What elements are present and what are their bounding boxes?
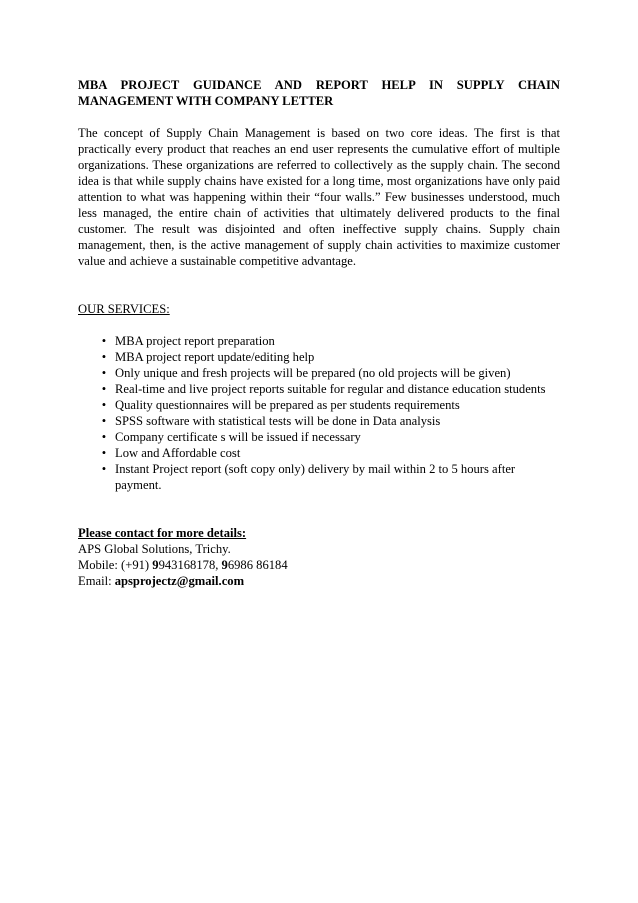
mobile-1-lead-digit: 9 xyxy=(152,558,159,572)
services-list xyxy=(78,333,560,493)
bullet-icon: • xyxy=(101,446,107,460)
list-item xyxy=(78,461,560,493)
intro-paragraph: The concept of Supply Chain Management is based on two core ideas. The first is that practically every product that reaches an end user represents the cumulative effort of multiple organizations. These organizations are referred to collectively as the supply chain. The second idea is that while supply chains have existed for a long time, most organizations have only paid attention to what was happening within their “four walls.” Few businesses understood, much less managed, the entire chain of activities that ultimately delivered products to the final customer. The result was disjointed and often ineffective supply chains. Supply chain management, then, is the active management of supply chain activities to maximize customer value and achieve a sustainable competitive advantage. xyxy=(78,126,560,268)
email-label: Email: xyxy=(78,574,115,588)
mobile-2-lead-digit: 9 xyxy=(221,558,228,572)
bullet-icon: • xyxy=(101,430,107,444)
service-text: Quality questionnaires will be prepared as per students requirements xyxy=(115,398,460,412)
bullet-icon: • xyxy=(101,414,107,428)
list-item xyxy=(78,413,560,429)
list-item xyxy=(78,333,560,349)
bullet-icon: • xyxy=(101,350,107,364)
mobile-label: Mobile: (+91) xyxy=(78,558,153,572)
contact-email xyxy=(78,573,560,589)
bullet-icon: • xyxy=(101,366,107,380)
mobile-1-rest: 943168178, xyxy=(158,558,222,572)
contact-heading: Please contact for more details: xyxy=(78,526,247,540)
list-item xyxy=(78,397,560,413)
bullet-icon: • xyxy=(101,398,107,412)
contact-mobile xyxy=(78,557,560,573)
service-text: Company certificate s will be issued if necessary xyxy=(115,430,361,444)
title-line-2: MANAGEMENT WITH COMPANY LETTER xyxy=(78,94,334,108)
document-title xyxy=(78,77,560,109)
list-item xyxy=(78,429,560,445)
list-item xyxy=(78,445,560,461)
email-address[interactable]: apsprojectz@gmail.com xyxy=(114,574,245,588)
bullet-icon: • xyxy=(101,382,107,396)
service-text: Real-time and live project reports suitable for regular and distance education students xyxy=(115,382,546,396)
list-item xyxy=(78,381,560,397)
service-text: MBA project report preparation xyxy=(115,334,275,348)
services-heading: OUR SERVICES: xyxy=(78,302,170,316)
bullet-icon: • xyxy=(101,462,107,476)
bullet-icon: • xyxy=(101,334,107,348)
service-text: Only unique and fresh projects will be prepared (no old projects will be given) xyxy=(115,366,511,380)
service-text: Low and Affordable cost xyxy=(115,446,241,460)
list-item xyxy=(78,365,560,381)
contact-company: APS Global Solutions, Trichy. xyxy=(78,542,231,556)
list-item xyxy=(78,349,560,365)
service-text: SPSS software with statistical tests will be done in Data analysis xyxy=(115,414,441,428)
service-text: MBA project report update/editing help xyxy=(115,350,315,364)
title-line-1: MBA PROJECT GUIDANCE AND REPORT HELP IN SUPPLY CHAIN xyxy=(78,78,560,92)
service-text: Instant Project report (soft copy only) delivery by mail within 2 to 5 hours after payment. xyxy=(115,462,516,492)
mobile-2-rest: 6986 86184 xyxy=(227,558,288,572)
